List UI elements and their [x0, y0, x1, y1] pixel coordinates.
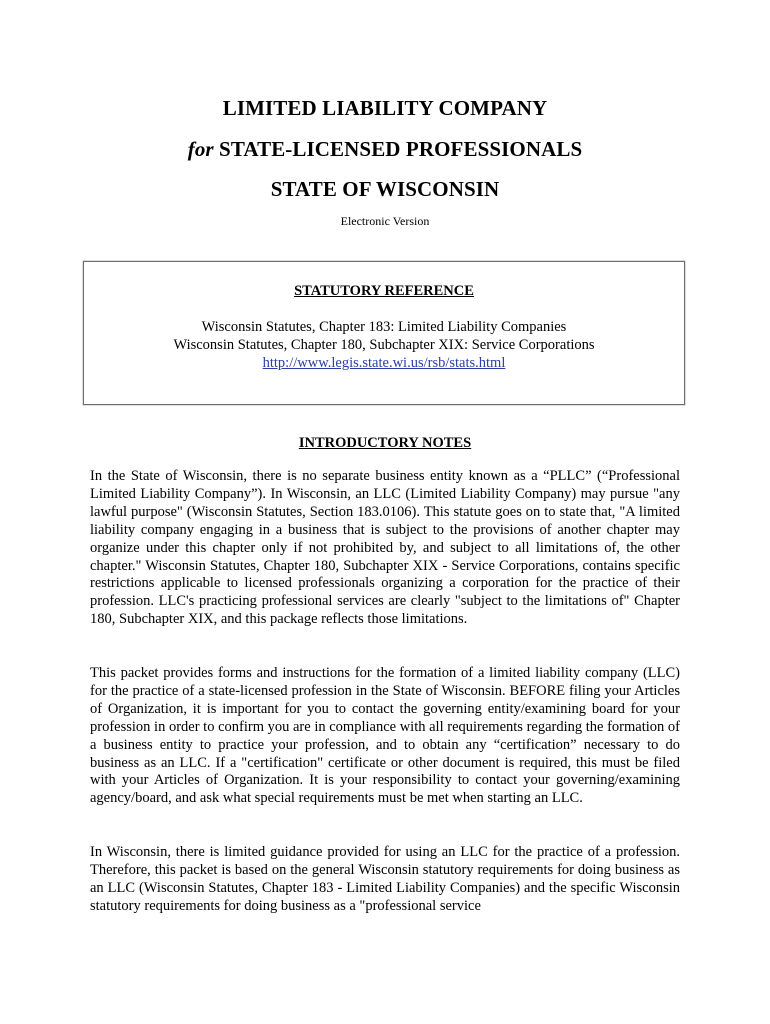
statute-reference-chapter-180: Wisconsin Statutes, Chapter 180, Subchapter XIX: Service Corporations: [173, 337, 595, 353]
statutory-reference-box: [83, 261, 685, 405]
statutes-link-line: [84, 354, 684, 372]
statutory-reference-heading: STATUTORY REFERENCE: [294, 283, 474, 299]
title-line2-text: STATE-LICENSED PROFESSIONALS: [213, 137, 583, 161]
statutes-link[interactable]: http://www.legis.state.wi.us/rsb/stats.html: [262, 355, 506, 371]
intro-paragraph-1: In the State of Wisconsin, there is no separate business entity known as a “PLLC” (“Professional Limited Liability Company”). In Wisconsin, an LLC (Limited Liability Company) may pursue "any lawful purpose" (Wisconsin Statutes, Section 183.0106). This statute goes on to state that, "A limited liability company engaging in a business that is subject to the provisions of another chapter may organize under this chapter only if not prohibited by, and subject to all limitations of, the other chapter." Wisconsin Statutes, Chapter 180, Subchapter XIX - Service Corporations, contains specific restrictions applicable to licensed professionals organizing a corporation for the practice of their profession. LLC's practicing professional services are clearly "subject to the limitations of" Chapter 180, Subchapter XIX, and this package reflects those limitations.: [90, 468, 680, 628]
document-title-line3: STATE OF WISCONSIN: [270, 177, 500, 201]
document-subtitle: Electronic Version: [340, 214, 430, 228]
introductory-notes-heading: INTRODUCTORY NOTES: [298, 435, 472, 451]
document-title-line2: [0, 136, 770, 162]
statute-reference-chapter-183: Wisconsin Statutes, Chapter 183: Limited Liability Companies: [201, 319, 567, 335]
document-title-line1: LIMITED LIABILITY COMPANY: [222, 96, 548, 120]
intro-paragraph-2: This packet provides forms and instructions for the formation of a limited liability company (LLC) for the practice of a state-licensed profession in the State of Wisconsin. BEFORE filing your Articles of Organization, it is important for you to contact the governing entity/examining board for your profession in order to confirm you are in compliance with all requirements regarding the formation of a business entity to practice your profession, and to obtain any “certification” necessary to do business as an LLC. If a "certification" certificate or other document is required, this must be filed with your Articles of Organization. It is your responsibility to contact your governing/examining agency/board, and ask what special requirements must be met when starting an LLC.: [90, 665, 680, 807]
intro-paragraph-3: In Wisconsin, there is limited guidance provided for using an LLC for the practice of a profession. Therefore, this packet is based on the general Wisconsin statutory requirements for doing business as an LLC (Wisconsin Statutes, Chapter 183 - Limited Liability Companies) and the specific Wisconsin statutory requirements for doing business as a "professional service: [90, 844, 680, 914]
title-for-word: for: [187, 137, 214, 161]
